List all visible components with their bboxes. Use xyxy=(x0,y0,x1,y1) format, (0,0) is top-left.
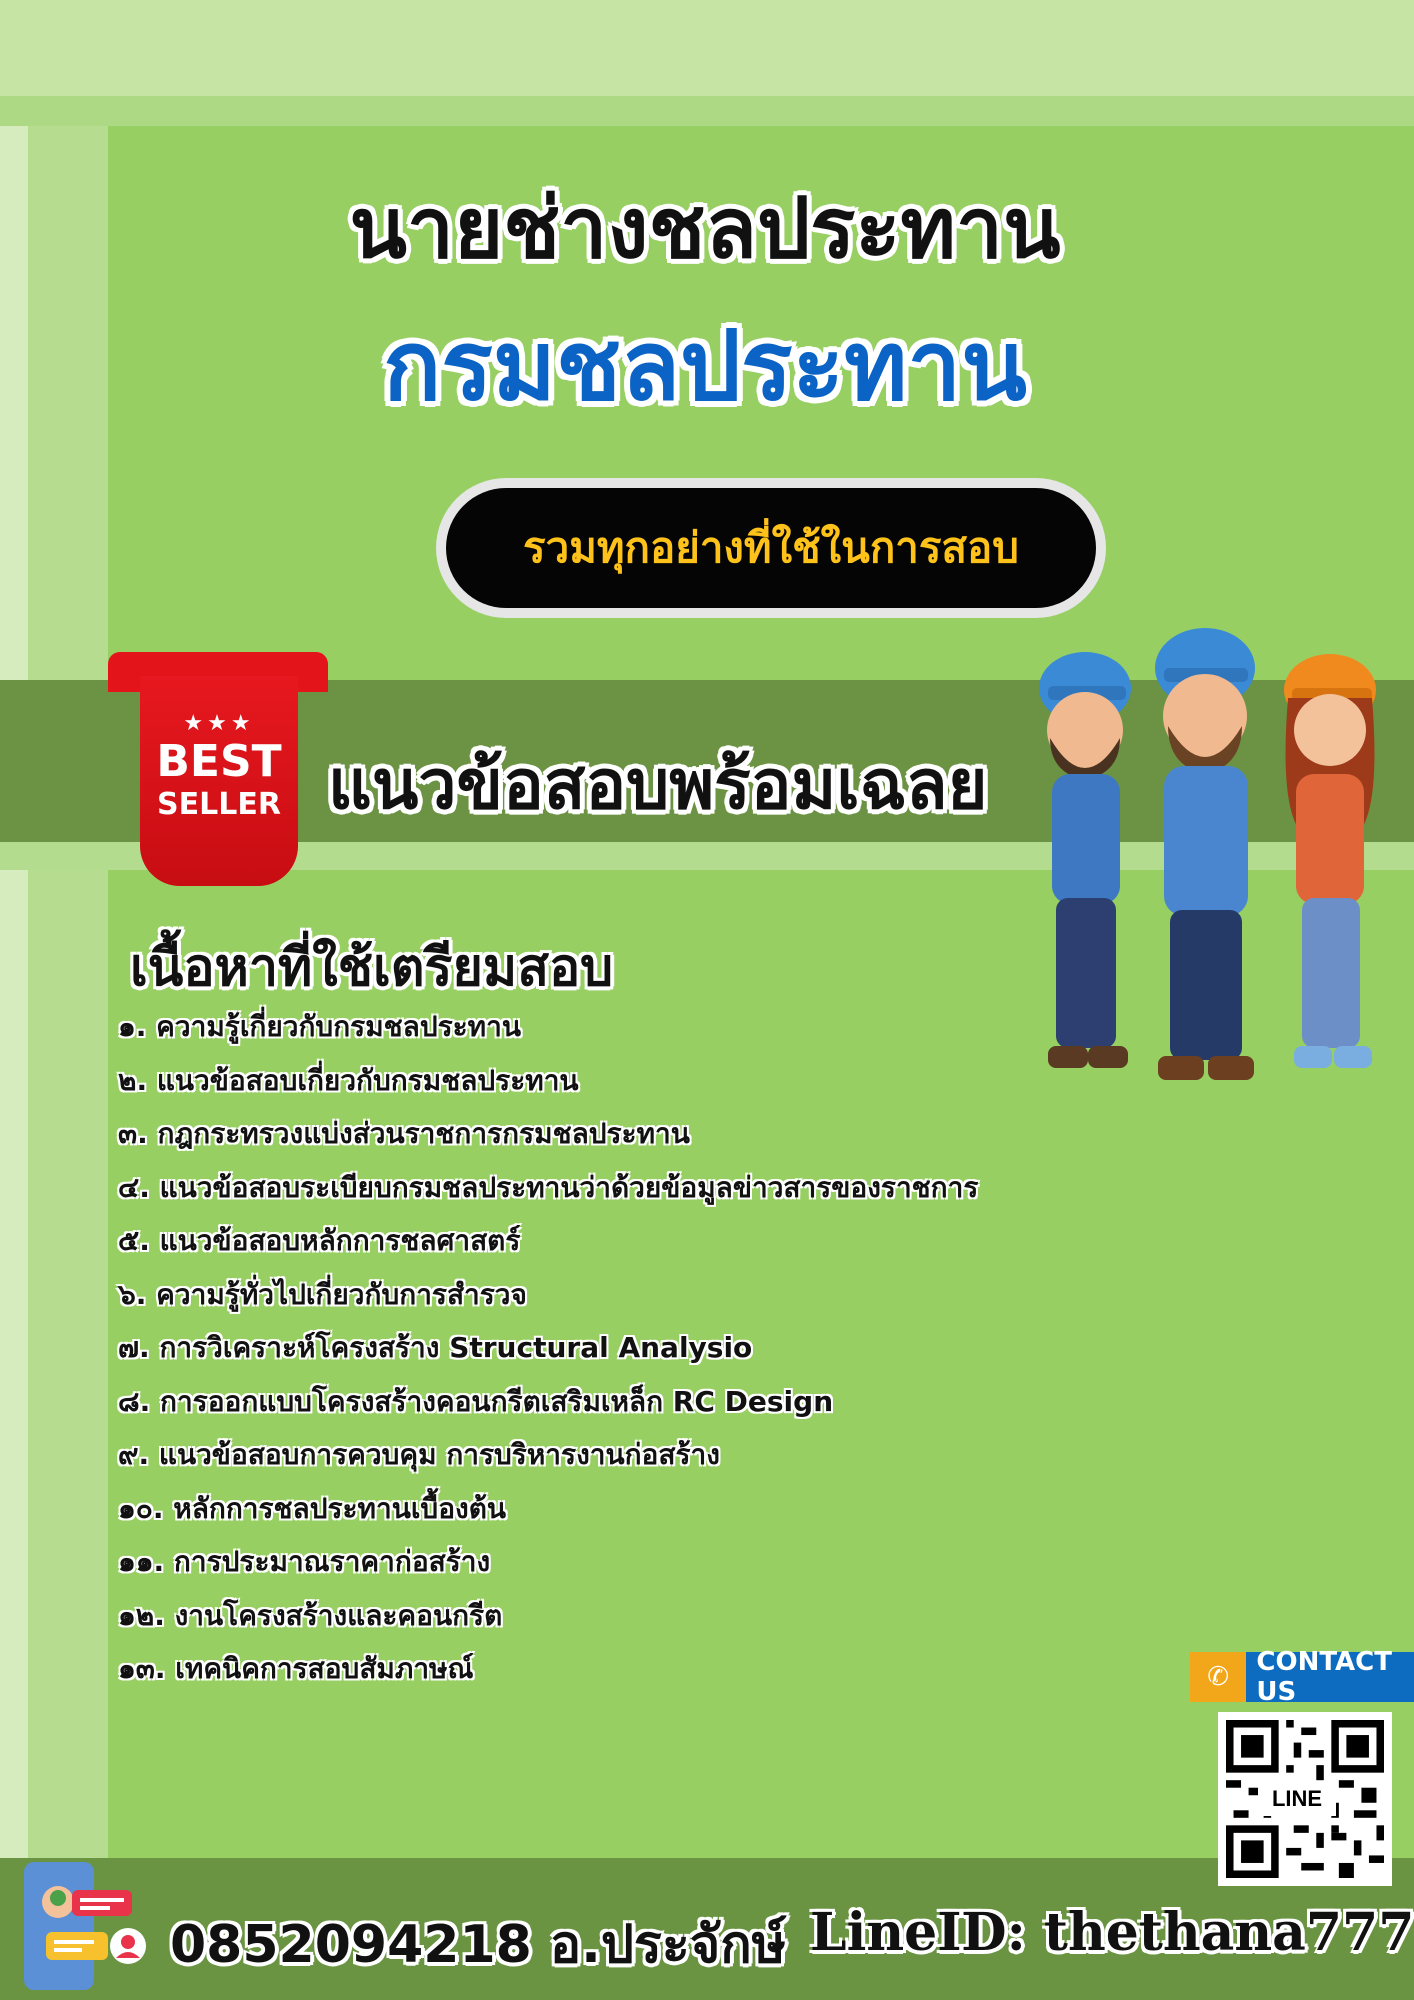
headline: แนวข้อสอบพร้อมเฉลย xyxy=(328,746,988,825)
topic-item: ๑. ความรู้เกี่ยวกับกรมชลประทาน xyxy=(118,1010,521,1043)
topic-item: ๑๑. การประมาณราคาก่อสร้าง xyxy=(118,1545,491,1578)
tagline-pill: รวมทุกอย่างที่ใช้ในการสอบ xyxy=(446,488,1096,608)
phone-icon: ✆ xyxy=(1190,1652,1246,1702)
topic-item: ๕. แนวข้อสอบหลักการชลศาสตร์ xyxy=(118,1224,521,1257)
qr-line-label: LINE xyxy=(1258,1782,1336,1816)
badge-stars: ★★★ xyxy=(183,710,255,736)
badge-best-text: BEST xyxy=(156,735,282,787)
topic-item: ๔. แนวข้อสอบระเบียบกรมชลประทานว่าด้วยข้อมูลข่าวสารของราชการ xyxy=(118,1170,979,1204)
topic-item: ๗. การวิเคราะห์โครงสร้าง Structural Analysio xyxy=(118,1331,753,1364)
mobile-contacts-icon xyxy=(22,1862,152,1992)
department-title: กรมชลประทาน xyxy=(383,310,1027,422)
line-id-text: LineID: thethana777 xyxy=(810,1902,1414,1963)
line-qr-code[interactable] xyxy=(1218,1712,1392,1886)
topic-list xyxy=(118,1005,1118,1701)
background-top-band xyxy=(0,0,1414,96)
contact-info-bar xyxy=(170,1902,1414,1985)
background-left-strip-inner xyxy=(0,0,28,2000)
topic-item: ๖. ความรู้ทั่วไปเกี่ยวกับการสำรวจ xyxy=(118,1277,527,1311)
background-top-band-secondary xyxy=(0,96,1414,126)
topic-item: ๓. กฎกระทรวงแบ่งส่วนราชการกรมชลประทาน xyxy=(118,1117,690,1150)
best-seller-badge xyxy=(140,676,298,886)
topic-item: ๑๓. เทคนิคการสอบสัมภาษณ์ xyxy=(118,1652,474,1685)
engineer-center xyxy=(1155,628,1255,1080)
phone-contact-text: 0852094218 อ.ประจักษ์ xyxy=(170,1915,787,1975)
topic-item: ๘. การออกแบบโครงสร้างคอนกรีตเสริมเหล็ก RC Design xyxy=(118,1384,834,1418)
topic-item: ๑๒. งานโครงสร้างและคอนกรีต xyxy=(118,1598,503,1632)
topic-item: ๙. แนวข้อสอบการควบคุม การบริหารงานก่อสร้าง xyxy=(118,1438,720,1471)
engineer-right xyxy=(1284,654,1376,1068)
content-heading: เนื้อหาที่ใช้เตรียมสอบ xyxy=(130,938,614,998)
topic-item: ๒. แนวข้อสอบเกี่ยวกับกรมชลประทาน xyxy=(118,1063,579,1097)
contact-us-label: CONTACT US xyxy=(1256,1647,1392,1707)
position-title: นายช่างชลประทาน xyxy=(349,179,1061,277)
contact-us-tab[interactable] xyxy=(1190,1647,1414,1707)
badge-seller-text: SELLER xyxy=(157,786,281,822)
topic-item: ๑๐. หลักการชลประทานเบื้องต้น xyxy=(118,1491,507,1525)
